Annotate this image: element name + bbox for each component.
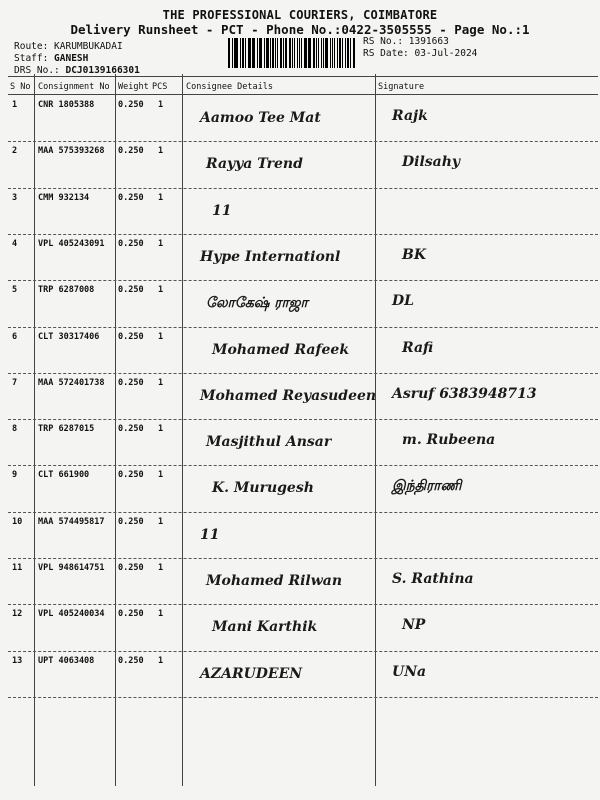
column-divider bbox=[375, 74, 376, 786]
runsheet-title: Delivery Runsheet - PCT - Phone No.:0422-3505555 - Page No.:1 bbox=[70, 22, 530, 37]
row-consignment-no: VPL 405240034 bbox=[38, 609, 105, 620]
barcode-bar bbox=[292, 38, 293, 68]
barcode-bar bbox=[297, 38, 299, 68]
row-signature: இந்திராணி bbox=[392, 478, 462, 495]
row-consignee-handwritten: AZARUDEEN bbox=[200, 665, 303, 682]
barcode-bar bbox=[280, 38, 282, 68]
barcode-bar bbox=[285, 38, 288, 68]
row-weight: 0.250 bbox=[118, 424, 144, 435]
row-sno: 10 bbox=[12, 516, 23, 527]
staff-label: Staff: bbox=[14, 53, 55, 64]
barcode-bar bbox=[332, 38, 333, 68]
column-divider bbox=[182, 74, 183, 786]
barcode-bar bbox=[323, 38, 324, 68]
barcode-bar bbox=[240, 38, 241, 68]
barcode-bar bbox=[330, 38, 331, 68]
row-sno: 12 bbox=[12, 609, 23, 620]
row-consignee-handwritten: K. Murugesh bbox=[212, 480, 314, 497]
barcode-bar bbox=[249, 38, 251, 68]
barcode-bar bbox=[235, 38, 238, 68]
col-consignment: Consignment No bbox=[38, 82, 110, 92]
row-divider bbox=[8, 188, 598, 189]
row-consignment-no: TRP 6287015 bbox=[38, 424, 95, 435]
row-consignee-handwritten: Hype Internationl bbox=[200, 248, 341, 265]
row-weight: 0.250 bbox=[118, 238, 144, 249]
barcode-bar bbox=[316, 38, 317, 68]
route-field: Route: KARUMBUKADAI bbox=[14, 41, 123, 52]
row-sno: 13 bbox=[12, 655, 23, 666]
row-sno: 8 bbox=[12, 424, 18, 435]
row-consignment-no: MAA 572401738 bbox=[38, 377, 105, 388]
table-header bbox=[0, 80, 600, 94]
row-sno: 7 bbox=[12, 377, 18, 388]
table-header-border bbox=[8, 94, 598, 95]
row-consignee-handwritten: Mohamed Rilwan bbox=[206, 573, 343, 589]
row-consignment-no: MAA 574495817 bbox=[38, 516, 105, 527]
row-pcs: 1 bbox=[158, 424, 164, 435]
staff-value: GANESH bbox=[54, 53, 89, 64]
col-signature: Signature bbox=[378, 82, 425, 92]
barcode-bar bbox=[304, 38, 307, 68]
row-signature: Asruf 6383948713 bbox=[392, 385, 537, 402]
row-consignee-handwritten: Masjithul Ansar bbox=[206, 434, 332, 451]
row-consignment-no: MAA 575393268 bbox=[38, 146, 105, 157]
barcode-image bbox=[228, 38, 356, 68]
row-weight: 0.250 bbox=[118, 146, 144, 157]
row-weight: 0.250 bbox=[118, 516, 144, 527]
row-pcs: 1 bbox=[158, 192, 164, 203]
row-signature: UNa bbox=[392, 663, 427, 680]
barcode-bar bbox=[242, 38, 244, 68]
row-signature: BK bbox=[402, 246, 427, 263]
row-divider bbox=[8, 558, 598, 559]
row-divider bbox=[8, 697, 598, 698]
row-weight: 0.250 bbox=[118, 192, 144, 203]
row-divider bbox=[8, 465, 598, 466]
row-consignment-no: UPT 4063408 bbox=[38, 655, 95, 666]
barcode-bar bbox=[277, 38, 278, 68]
row-consignment-no: VPL 948614751 bbox=[38, 563, 105, 573]
row-divider bbox=[8, 234, 598, 235]
barcode-bar bbox=[301, 38, 302, 68]
barcode-bar bbox=[264, 38, 265, 68]
row-pcs: 1 bbox=[158, 100, 164, 110]
barcode-bar bbox=[345, 38, 346, 68]
barcode-bar bbox=[353, 38, 355, 68]
row-consignee-handwritten: Aamoo Tee Mat bbox=[200, 110, 321, 126]
row-divider bbox=[8, 373, 598, 374]
company-title: THE PROFESSIONAL COURIERS, COIMBATORE bbox=[162, 8, 438, 22]
barcode-bar bbox=[257, 38, 258, 68]
barcode-bar bbox=[321, 38, 323, 68]
row-consignee-handwritten: 11 bbox=[200, 526, 220, 543]
barcode-bar bbox=[259, 38, 260, 68]
row-pcs: 1 bbox=[158, 238, 164, 249]
barcode-bar bbox=[228, 38, 230, 68]
rs-info bbox=[363, 36, 477, 60]
row-weight: 0.250 bbox=[118, 100, 144, 110]
row-consignee-handwritten: 11 bbox=[212, 202, 232, 219]
barcode-bar bbox=[309, 38, 311, 68]
row-consignment-no: CLT 30317406 bbox=[38, 331, 100, 342]
row-signature: Rajk bbox=[392, 108, 428, 124]
row-sno: 4 bbox=[12, 238, 18, 249]
barcode-bar bbox=[334, 38, 336, 68]
row-sno: 1 bbox=[12, 100, 18, 110]
row-pcs: 1 bbox=[158, 609, 164, 620]
table-top-border bbox=[8, 76, 598, 77]
barcode-bar bbox=[347, 38, 350, 68]
row-divider bbox=[8, 604, 598, 605]
row-divider bbox=[8, 512, 598, 513]
row-sno: 11 bbox=[12, 563, 23, 573]
row-pcs: 1 bbox=[158, 563, 164, 573]
row-pcs: 1 bbox=[158, 655, 164, 666]
row-weight: 0.250 bbox=[118, 377, 144, 388]
barcode-bar bbox=[248, 38, 249, 68]
barcode-bar bbox=[270, 38, 271, 68]
barcode-bar bbox=[313, 38, 315, 68]
row-weight: 0.250 bbox=[118, 285, 144, 296]
row-divider bbox=[8, 419, 598, 420]
row-sno: 3 bbox=[12, 192, 18, 203]
rs-number: RS No.: 1391663 bbox=[363, 36, 449, 47]
drs-label: DRS No.: bbox=[14, 65, 66, 76]
barcode-bar bbox=[272, 38, 274, 68]
row-pcs: 1 bbox=[158, 331, 164, 342]
row-consignment-no: CNR 1805388 bbox=[38, 100, 95, 110]
column-divider bbox=[115, 74, 116, 786]
barcode-bar bbox=[252, 38, 255, 68]
row-weight: 0.250 bbox=[118, 655, 144, 666]
row-signature: Dilsahy bbox=[402, 154, 461, 171]
row-divider bbox=[8, 280, 598, 281]
column-divider bbox=[34, 74, 35, 786]
row-consignment-no: CLT 661900 bbox=[38, 470, 90, 481]
barcode-bar bbox=[342, 38, 343, 68]
row-weight: 0.250 bbox=[118, 470, 144, 481]
barcode-bar bbox=[289, 38, 291, 68]
row-weight: 0.250 bbox=[118, 563, 144, 573]
row-sno: 2 bbox=[12, 146, 18, 157]
col-pcs: PCS bbox=[152, 82, 168, 92]
barcode-bar bbox=[337, 38, 338, 68]
rs-date: RS Date: 03-Jul-2024 bbox=[363, 48, 478, 59]
barcode-bar bbox=[234, 38, 235, 68]
col-consignee: Consignee Details bbox=[186, 82, 273, 92]
row-consignee-handwritten: Mohamed Reyasudeen bbox=[200, 387, 377, 404]
row-pcs: 1 bbox=[158, 377, 164, 388]
barcode-bar bbox=[299, 38, 300, 68]
row-signature: Rafi bbox=[402, 339, 434, 356]
row-weight: 0.250 bbox=[118, 331, 144, 342]
row-sno: 6 bbox=[12, 331, 18, 342]
row-consignment-no: TRP 6287008 bbox=[38, 285, 95, 296]
row-signature: S. Rathina bbox=[392, 571, 474, 587]
row-consignment-no: CMM 932134 bbox=[38, 192, 90, 203]
barcode-bar bbox=[325, 38, 328, 68]
row-pcs: 1 bbox=[158, 146, 164, 157]
row-signature: DL bbox=[392, 293, 414, 310]
barcode-bar bbox=[350, 38, 351, 68]
col-sno: S No bbox=[10, 82, 31, 92]
row-pcs: 1 bbox=[158, 470, 164, 481]
barcode-bar bbox=[266, 38, 269, 68]
barcode-bar bbox=[232, 38, 233, 68]
row-signature: m. Rubeena bbox=[402, 432, 496, 449]
row-consignee-handwritten: Mani Karthik bbox=[212, 619, 318, 636]
barcode-bar bbox=[275, 38, 276, 68]
row-signature: NP bbox=[402, 617, 426, 634]
row-consignee-handwritten: லோகேஷ் ராஜா bbox=[206, 295, 308, 312]
row-consignee-handwritten: Mohamed Rafeek bbox=[212, 341, 350, 358]
barcode-bar bbox=[339, 38, 341, 68]
barcode-bar bbox=[260, 38, 262, 68]
row-pcs: 1 bbox=[158, 516, 164, 527]
row-consignment-no: VPL 405243091 bbox=[38, 238, 105, 249]
row-weight: 0.250 bbox=[118, 609, 144, 620]
row-sno: 9 bbox=[12, 470, 18, 481]
drs-value: DCJ0139166301 bbox=[65, 65, 140, 76]
barcode-bar bbox=[308, 38, 309, 68]
row-pcs: 1 bbox=[158, 285, 164, 296]
row-divider bbox=[8, 651, 598, 652]
row-divider bbox=[8, 141, 598, 142]
barcode-bar bbox=[318, 38, 319, 68]
row-consignee-handwritten: Rayya Trend bbox=[206, 156, 303, 173]
barcode-bar bbox=[245, 38, 246, 68]
barcode-bar bbox=[294, 38, 295, 68]
barcode-bar bbox=[283, 38, 284, 68]
row-divider bbox=[8, 327, 598, 328]
row-sno: 5 bbox=[12, 285, 18, 296]
col-weight: Weight bbox=[118, 82, 149, 92]
